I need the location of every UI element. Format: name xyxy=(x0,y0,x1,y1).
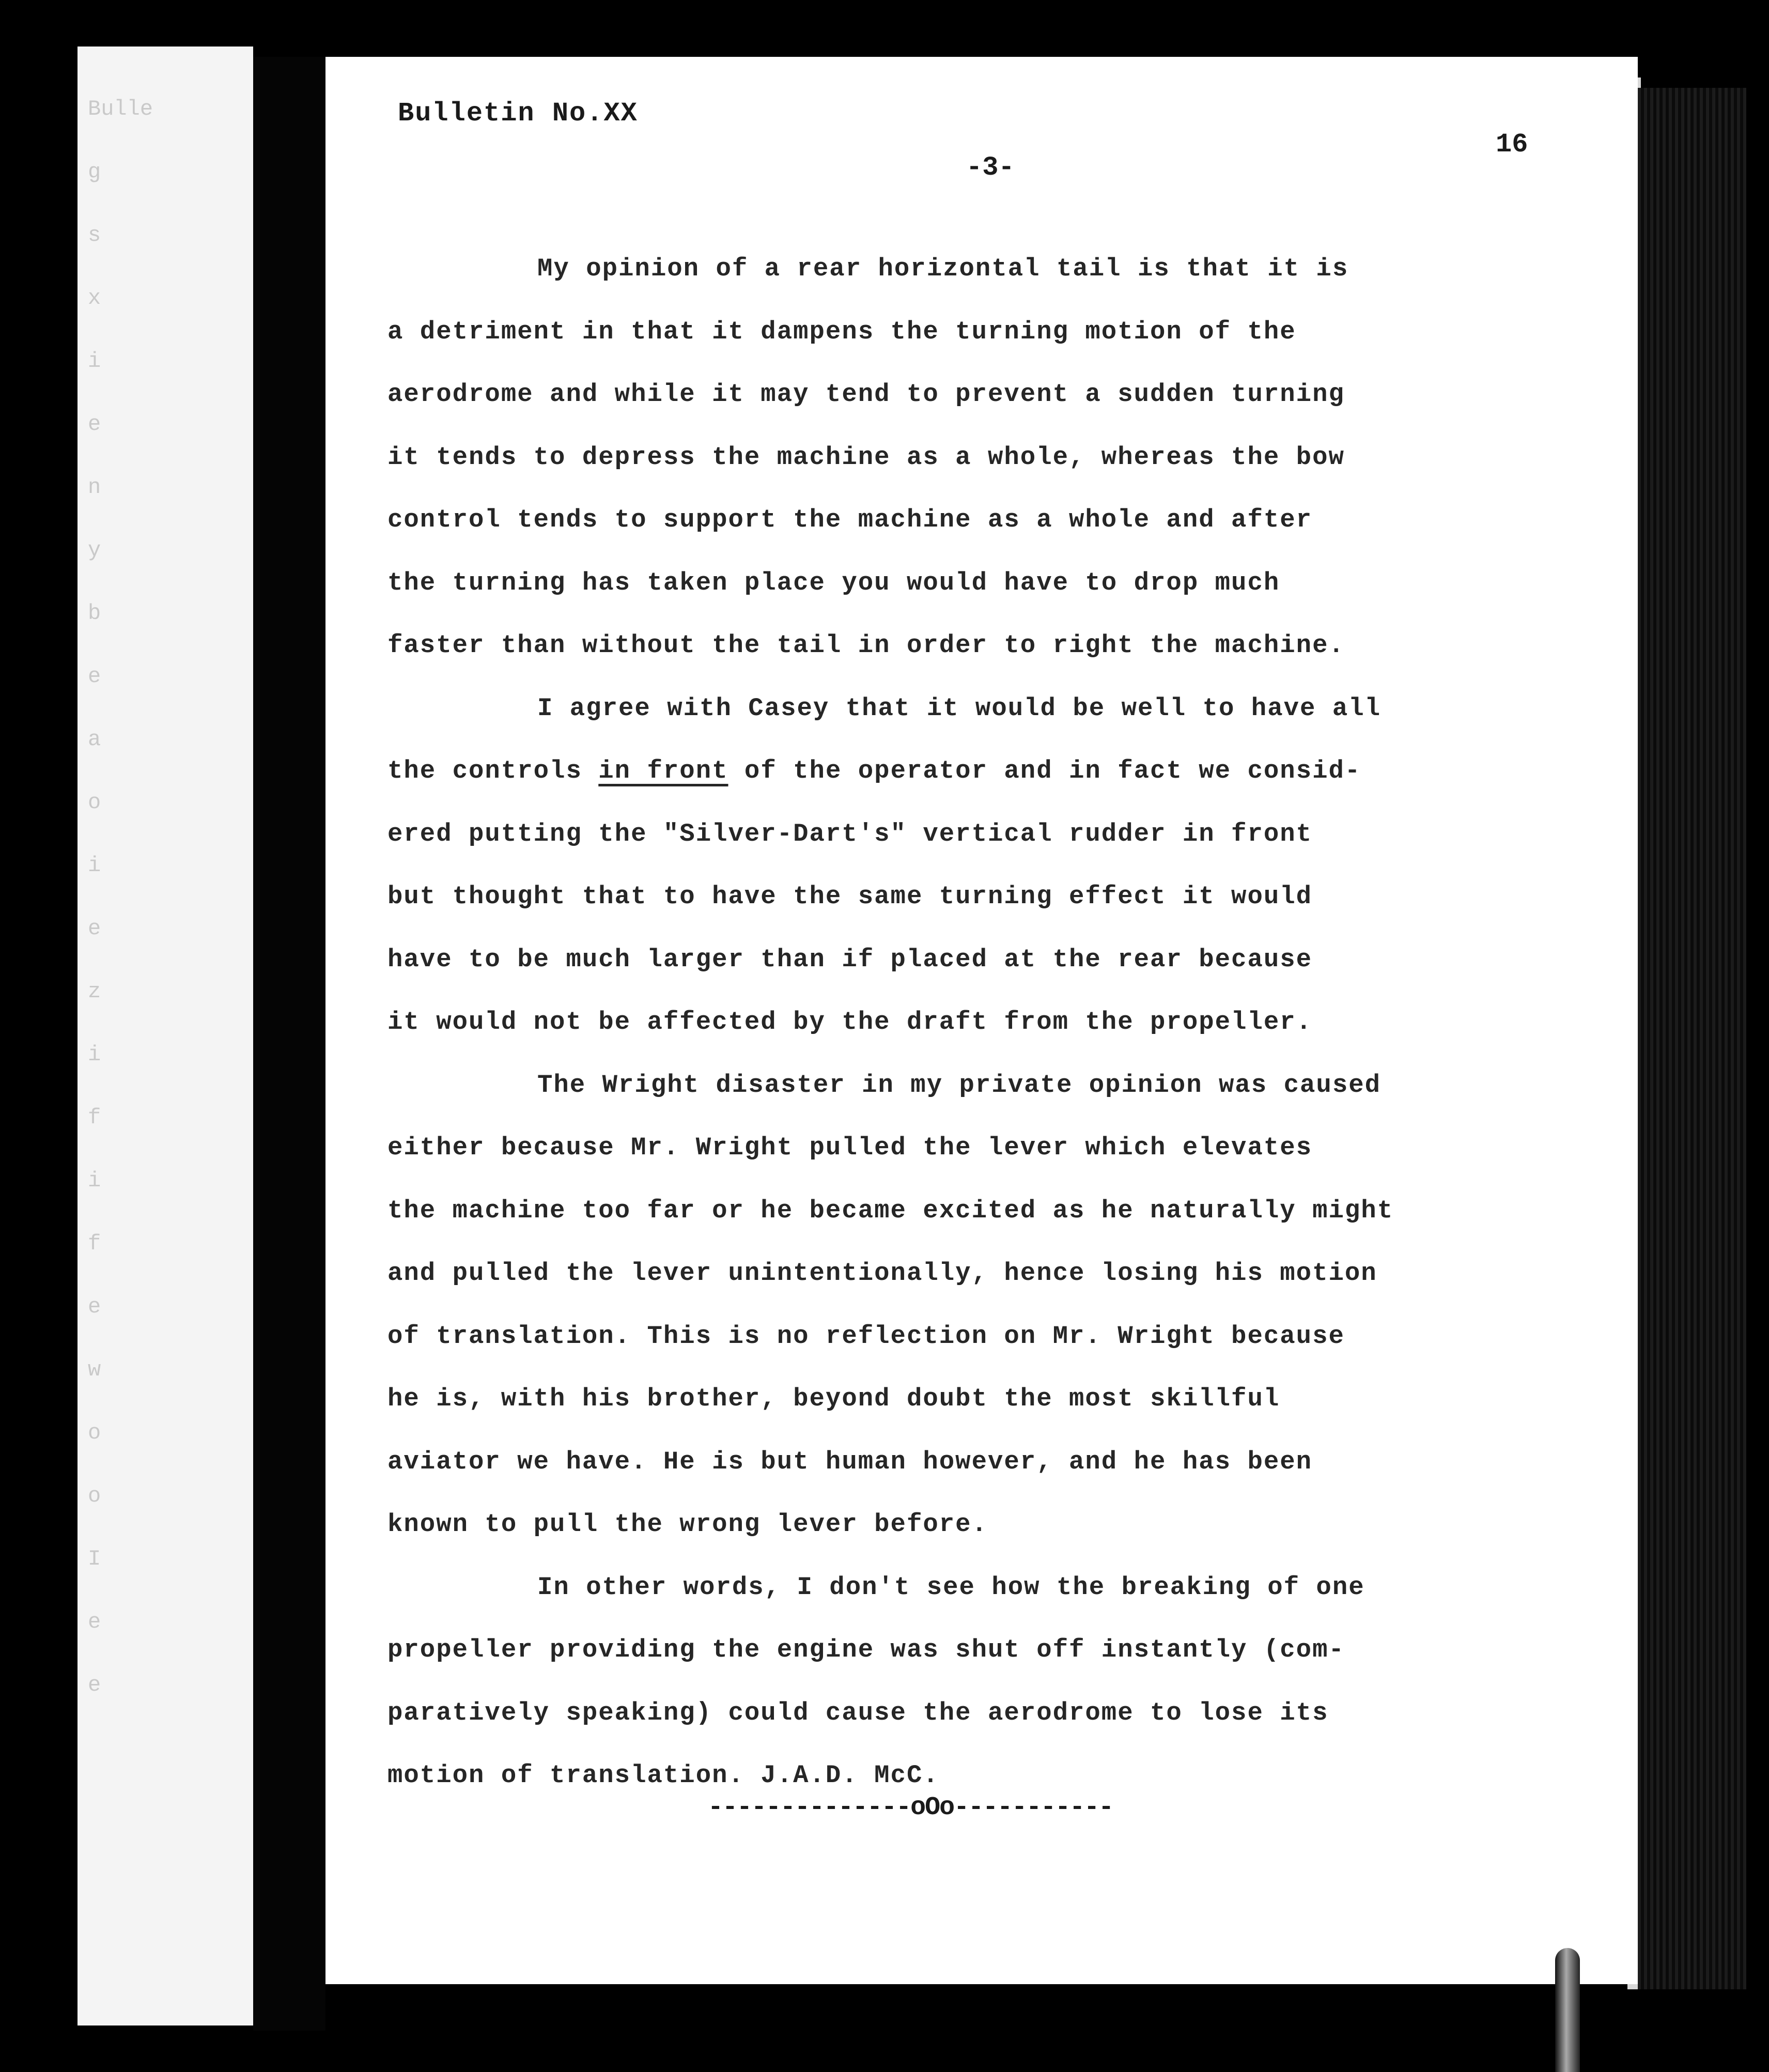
bleed-fragment: e xyxy=(88,412,101,437)
bleed-fragment: w xyxy=(88,1357,101,1382)
text-line: I agree with Casey that it would be well to have all xyxy=(537,693,1382,723)
text-line xyxy=(387,740,1602,803)
text-line: motion of translation. J.A.D. McC. xyxy=(387,1761,939,1790)
text-line: a detriment in that it dampens the turning motion of the xyxy=(387,317,1296,346)
pen-tip xyxy=(1555,1948,1580,2072)
bleed-fragment: e xyxy=(88,916,101,941)
letter-body xyxy=(387,238,1602,1807)
text-line: My opinion of a rear horizontal tail is that it is xyxy=(537,254,1349,283)
text-line: The Wright disaster in my private opinion was caused xyxy=(537,1070,1382,1100)
bleed-fragment: i xyxy=(88,1168,101,1193)
text-line: and pulled the lever unintentionally, hence losing his motion xyxy=(387,1259,1377,1288)
text-line: ered putting the "Silver-Dart's" vertical rudder in front xyxy=(387,819,1313,848)
text-line: faster than without the tail in order to right the machine. xyxy=(387,631,1345,660)
text-line: have to be much larger than if placed at the rear because xyxy=(387,945,1313,974)
text-line: he is, with his brother, beyond doubt the most skillful xyxy=(387,1384,1280,1413)
text-line: paratively speaking) could cause the aerodrome to lose its xyxy=(387,1698,1329,1727)
bleed-fragment: x xyxy=(88,286,101,311)
bleed-fragment: Bulle xyxy=(88,97,153,121)
facing-page-bleed xyxy=(77,47,253,2025)
facing-page xyxy=(77,47,253,2025)
bulletin-header: Bulletin No.XX xyxy=(398,98,638,129)
bleed-fragment: y xyxy=(88,538,101,563)
typed-page xyxy=(325,57,1638,1984)
text-line: but thought that to have the same turning effect it would xyxy=(387,882,1313,911)
page-number: 16 xyxy=(1496,129,1528,160)
bleed-fragment: e xyxy=(88,1610,101,1634)
bleed-fragment: f xyxy=(88,1231,101,1256)
bleed-fragment: b xyxy=(88,601,101,626)
bleed-fragment: a xyxy=(88,727,101,752)
bleed-fragment: e xyxy=(88,1294,101,1319)
text-line: it tends to depress the machine as a whole, whereas the bow xyxy=(387,442,1345,472)
text-line: aerodrome and while it may tend to prevent a sudden turning xyxy=(387,380,1345,409)
bleed-fragment: i xyxy=(88,349,101,374)
page-marker: -3- xyxy=(966,152,1015,183)
text-fragment: the controls xyxy=(387,756,599,785)
bleed-fragment: o xyxy=(88,790,101,815)
bleed-fragment: i xyxy=(88,1042,101,1067)
text-line: In other words, I don't see how the breaking of one xyxy=(537,1572,1365,1602)
text-line: of translation. This is no reflection on Mr. Wright because xyxy=(387,1321,1345,1351)
text-line: known to pull the wrong lever before. xyxy=(387,1510,988,1539)
end-rule: --------------oOo----------- xyxy=(708,1793,1113,1822)
bleed-fragment: s xyxy=(88,223,101,248)
text-line: the machine too far or he became excited as he naturally might xyxy=(387,1196,1394,1225)
bleed-fragment: e xyxy=(88,664,101,689)
underlined-phrase: in front xyxy=(598,756,728,785)
bleed-fragment: g xyxy=(88,160,101,184)
text-line: the turning has taken place you would have to drop much xyxy=(387,568,1280,597)
book-gutter xyxy=(253,57,325,2031)
bleed-fragment: o xyxy=(88,1420,101,1445)
text-line: aviator we have. He is but human however, and he has been xyxy=(387,1447,1313,1476)
bleed-fragment: I xyxy=(88,1547,101,1571)
text-line: either because Mr. Wright pulled the lever which elevates xyxy=(387,1133,1313,1162)
bleed-fragment: n xyxy=(88,475,101,500)
text-line: control tends to support the machine as a whole and after xyxy=(387,505,1313,534)
bleed-fragment: i xyxy=(88,853,101,878)
page-edges xyxy=(1638,88,1746,1989)
bleed-fragment: f xyxy=(88,1105,101,1130)
bleed-fragment: z xyxy=(88,979,101,1004)
text-fragment: of the operator and in fact we consid- xyxy=(728,756,1361,785)
bleed-fragment: e xyxy=(88,1673,101,1697)
text-line: propeller providing the engine was shut off instantly (com- xyxy=(387,1635,1345,1664)
bleed-fragment: o xyxy=(88,1483,101,1508)
text-line: it would not be affected by the draft from the propeller. xyxy=(387,1008,1313,1037)
